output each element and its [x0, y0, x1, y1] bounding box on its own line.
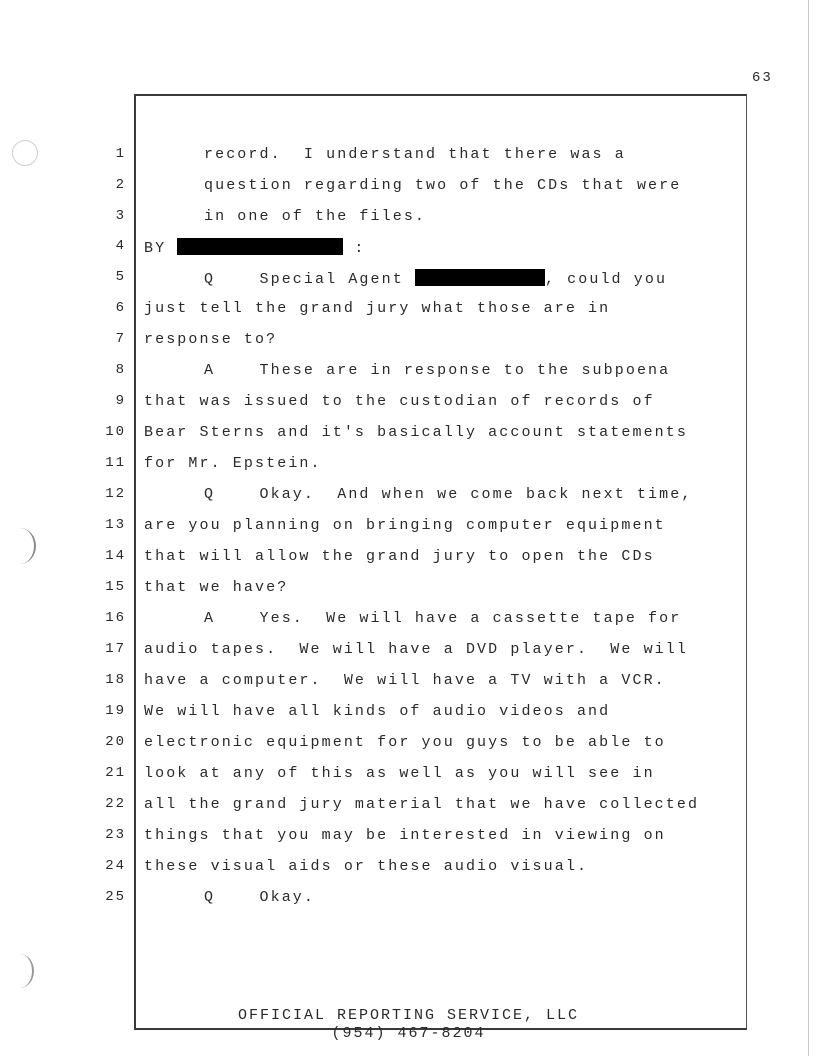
line-number: 8 — [115, 362, 126, 378]
transcript-line — [204, 269, 667, 288]
page-edge-line — [808, 0, 809, 1056]
transcript-line: electronic equipment for you guys to be able to — [144, 734, 666, 751]
transcript-line: Q Okay. And when we come back next time, — [204, 486, 693, 503]
transcript-line: for Mr. Epstein. — [144, 455, 322, 472]
by-label: BY — [144, 240, 167, 257]
transcript-line: that we have? — [144, 579, 289, 596]
line-number: 11 — [105, 455, 126, 471]
transcript-line: look at any of this as well as you will see in — [144, 765, 655, 782]
footer-phone: (954) 467-8204 — [331, 1025, 486, 1042]
transcript-line: have a computer. We will have a TV with a VCR. — [144, 672, 666, 689]
transcript-line: response to? — [144, 331, 278, 348]
line-number: 24 — [105, 858, 126, 874]
transcript-line: these visual aids or these audio visual. — [144, 858, 589, 875]
line-number: 14 — [105, 548, 126, 564]
transcript-line: all the grand jury material that we have collected — [144, 796, 700, 813]
line-number: 5 — [115, 269, 126, 285]
line-suffix: , could you — [544, 271, 668, 288]
line-number: 17 — [105, 641, 126, 657]
transcript-line: audio tapes. We will have a DVD player. We will — [144, 641, 688, 658]
line-prefix: Q Special Agent — [204, 271, 404, 288]
transcript-line: that was issued to the custodian of records of — [144, 393, 655, 410]
punch-hole-mark — [12, 140, 38, 166]
transcript-line: things that you may be interested in viewing on — [144, 827, 666, 844]
transcript-line — [144, 238, 366, 257]
line-number: 9 — [115, 393, 126, 409]
transcript-line: in one of the files. — [204, 208, 427, 225]
transcript-line: A Yes. We will have a cassette tape for — [204, 610, 682, 627]
punch-hole-mark — [4, 528, 36, 564]
punch-hole-mark — [6, 954, 34, 988]
line-number: 6 — [115, 300, 126, 316]
transcript-line: just tell the grand jury what those are in — [144, 300, 611, 317]
line-number: 22 — [105, 796, 126, 812]
line-number: 19 — [105, 703, 126, 719]
transcript-line: A These are in response to the subpoena — [204, 362, 671, 379]
line-number: 21 — [105, 765, 126, 781]
redaction-bar — [177, 238, 343, 255]
line-number: 13 — [105, 517, 126, 533]
transcript-line: Bear Sterns and it's basically account statements — [144, 424, 688, 441]
page-number: 63 — [752, 70, 773, 86]
line-number: 20 — [105, 734, 126, 750]
line-number: 7 — [115, 331, 126, 347]
line-number: 3 — [115, 208, 126, 224]
transcript-line: are you planning on bringing computer equipment — [144, 517, 666, 534]
line-number: 12 — [105, 486, 126, 502]
transcript-line: Q Okay. — [204, 889, 316, 906]
line-number: 15 — [105, 579, 126, 595]
line-number: 25 — [105, 889, 126, 905]
transcript-line: question regarding two of the CDs that were — [204, 177, 682, 194]
line-number: 18 — [105, 672, 126, 688]
transcript-line: that will allow the grand jury to open the CDs — [144, 548, 655, 565]
line-number: 1 — [115, 146, 126, 162]
transcript-line: record. I understand that there was a — [204, 146, 626, 163]
line-number: 23 — [105, 827, 126, 843]
redaction-bar — [415, 269, 545, 286]
line-number: 10 — [105, 424, 126, 440]
line-number: 16 — [105, 610, 126, 626]
colon: : — [354, 240, 366, 257]
footer-company: OFFICIAL REPORTING SERVICE, LLC — [237, 1007, 580, 1024]
line-number: 2 — [115, 177, 126, 193]
transcript-line: We will have all kinds of audio videos and — [144, 703, 611, 720]
line-number: 4 — [115, 238, 126, 254]
